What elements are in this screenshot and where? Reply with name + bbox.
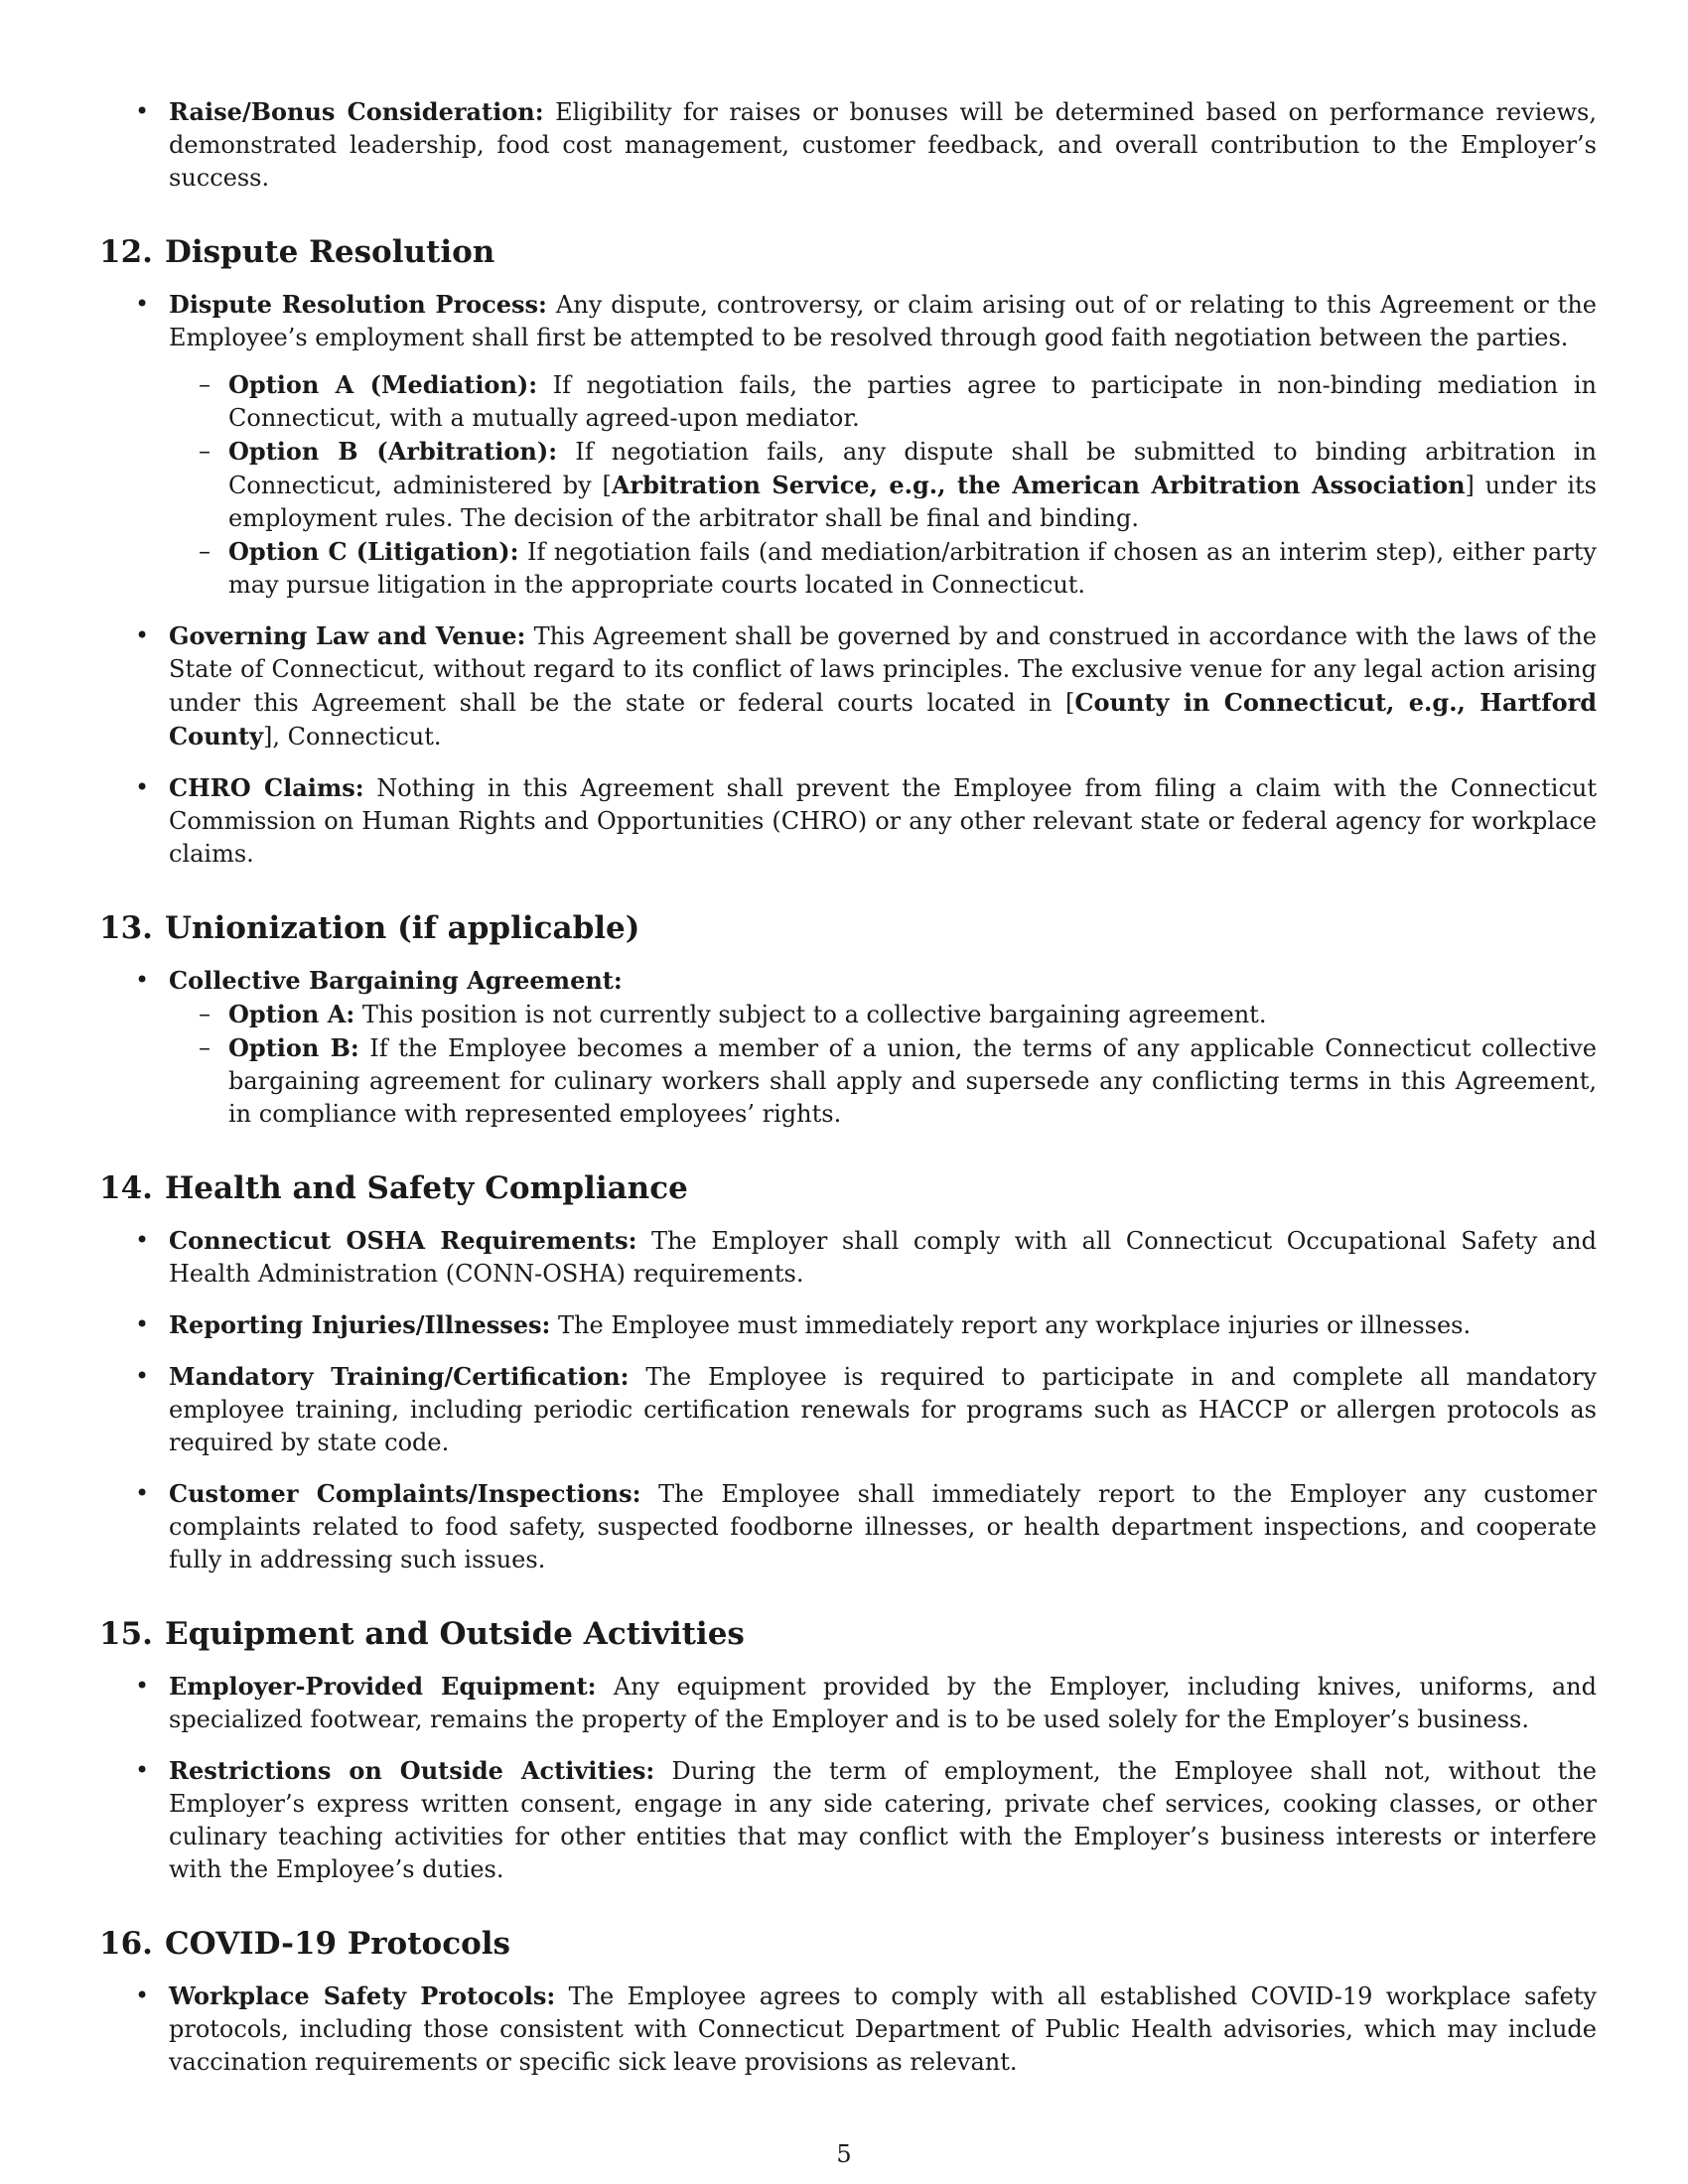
section-number: 15. (99, 1616, 153, 1652)
item-text: Any equipment provided by the Employer, including knives, uniforms, and specialized footwear, remains the property of the Employer and is to be used solely for the Employer’s business. (169, 1673, 1597, 1733)
item-label: Restrictions on Outside Activities: (169, 1756, 655, 1785)
bullet-list (99, 95, 1597, 195)
option-placeholder: Arbitration Service, e.g., the American Arbitration Association (611, 471, 1466, 499)
item-label: Governing Law and Venue: (169, 621, 526, 650)
list-item-osha (99, 1224, 1597, 1291)
list-item-safety-protocols (99, 1979, 1597, 2079)
option-item-a (169, 368, 1597, 435)
section-15 (99, 1614, 1597, 1886)
section-number: 12. (99, 234, 153, 270)
option-label: Option C (Litigation): (228, 537, 519, 566)
section-title: Equipment and Outside Activities (164, 1616, 745, 1652)
option-list (169, 998, 1597, 1131)
section-13 (99, 908, 1597, 1131)
option-text-tail: ] under its employment rules. The decision of the arbitrator shall be final and binding. (228, 472, 1597, 532)
page-number: 5 (836, 2140, 852, 2168)
item-label: Customer Complaints/Inspections: (169, 1479, 641, 1508)
bullet-list (99, 1670, 1597, 1886)
section-heading (99, 232, 1597, 272)
section-number: 16. (99, 1926, 153, 1962)
item-text-tail: ], Connecticut. (263, 723, 442, 751)
section-heading (99, 1924, 1597, 1964)
section-12 (99, 232, 1597, 871)
item-text: The Employee agrees to comply with all established COVID-19 workplace safety protocols, including those consistent with Connecticut Department of Public Health advisories, which may include vaccination requirements or specific sick leave provisions as relevant. (169, 1982, 1597, 2076)
item-text: Any dispute, controversy, or claim arising out of or relating to this Agreement or the Employee’s employment shall first be attempted to be resolved through good faith negotiation between the parties. (169, 291, 1597, 351)
item-text: Nothing in this Agreement shall prevent the Employee from filing a claim with the Connecticut Commission on Human Rights and Opportunities (CHRO) or any other relevant state or federal agency for workplace claims. (169, 774, 1597, 868)
section-title: Unionization (if applicable) (164, 910, 640, 946)
section-number: 14. (99, 1170, 153, 1206)
option-item-b (169, 1031, 1597, 1131)
section-heading (99, 1614, 1597, 1654)
item-text: The Employee shall immediately report to the Employer any customer complaints related to food safety, suspected foodborne illnesses, or health department inspections, and cooperate fully in addressing such issues. (169, 1480, 1597, 1573)
section-title: COVID-19 Protocols (164, 1926, 510, 1962)
section-heading (99, 1168, 1597, 1208)
list-item-raise-bonus (99, 95, 1597, 195)
option-label: Option A (Mediation): (228, 370, 538, 399)
option-label: Option A: (228, 1000, 355, 1028)
section-11-continued (99, 95, 1597, 195)
item-label: Mandatory Training/Certification: (169, 1362, 630, 1391)
item-text: The Employee must immediately report any workplace injuries or illnesses. (558, 1311, 1472, 1339)
item-label: Reporting Injuries/Illnesses: (169, 1310, 551, 1339)
item-label: Employer-Provided Equipment: (169, 1672, 597, 1701)
list-item-cba (99, 964, 1597, 1131)
option-list (169, 368, 1597, 602)
list-item-chro (99, 771, 1597, 871)
item-text: This Agreement shall be governed by and construed in accordance with the laws of the State of Connecticut, without regard to its conflict of laws principles. The exclusive venue for any legal action arising under this Agreement shall be the state or federal courts located in [ (169, 622, 1598, 717)
option-text: If the Employee becomes a member of a union, the terms of any applicable Connecticut collective bargaining agreement for culinary workers shall apply and supersede any conflicting terms in this Agreement, in compliance with represented employees’ rights. (228, 1034, 1597, 1128)
option-text: If negotiation fails (and mediation/arbitration if chosen as an interim step), either party may pursue litigation in the appropriate courts located in Connecticut. (228, 538, 1597, 599)
option-text: If negotiation fails, any dispute shall be submitted to binding arbitration in Connecticut, administered by [ (228, 438, 1597, 499)
item-label: Dispute Resolution Process: (169, 290, 547, 319)
section-title: Health and Safety Compliance (164, 1170, 688, 1206)
section-heading (99, 908, 1597, 948)
list-item-complaints (99, 1477, 1597, 1576)
item-placeholder: County in Connecticut, e.g., Hartford County (169, 688, 1597, 751)
item-text: The Employer shall comply with all Connecticut Occupational Safety and Health Administration (CONN-OSHA) requirements. (169, 1227, 1597, 1288)
bullet-list (99, 1979, 1597, 2079)
bullet-list (99, 288, 1597, 871)
section-title: Dispute Resolution (164, 234, 495, 270)
list-item-governing-law (99, 619, 1597, 753)
option-item-c (169, 535, 1597, 602)
section-14 (99, 1168, 1597, 1576)
bullet-list (99, 1224, 1597, 1576)
list-item-outside-activities (99, 1754, 1597, 1886)
list-item-reporting (99, 1308, 1597, 1342)
item-label: Collective Bargaining Agreement: (169, 966, 623, 995)
option-item-b (169, 435, 1597, 535)
option-label: Option B (Arbitration): (228, 437, 558, 466)
list-item-training (99, 1360, 1597, 1459)
bullet-list (99, 964, 1597, 1131)
item-text: During the term of employment, the Employee shall not, without the Employer’s express written consent, engage in any side catering, private chef services, cooking classes, or other culinary teaching activities for other entities that may conflict with the Employer’s business interests or interfere with the Employee’s duties. (169, 1757, 1597, 1883)
item-label: Workplace Safety Protocols: (169, 1981, 556, 2010)
document-page (99, 95, 1597, 2116)
option-text: This position is not currently subject to a collective bargaining agreement. (361, 1001, 1267, 1028)
option-item-a (169, 998, 1597, 1031)
item-text: Eligibility for raises or bonuses will be determined based on performance reviews, demonstrated leadership, food cost management, customer feedback, and overall contribution to the Employer’s success. (169, 98, 1597, 192)
list-item-equipment (99, 1670, 1597, 1736)
option-label: Option B: (228, 1033, 359, 1062)
section-16 (99, 1924, 1597, 2079)
section-number: 13. (99, 910, 153, 946)
list-item-dispute-process (99, 288, 1597, 602)
item-label: Raise/Bonus Consideration: (169, 97, 544, 126)
item-text: The Employee is required to participate in and complete all mandatory employee training, including periodic certification renewals for programs such as HACCP or allergen protocols as required by state code. (169, 1363, 1597, 1456)
option-text: If negotiation fails, the parties agree to participate in non-binding mediation in Connecticut, with a mutually agreed-upon mediator. (228, 371, 1597, 432)
item-label: Connecticut OSHA Requirements: (169, 1226, 637, 1255)
item-label: CHRO Claims: (169, 773, 364, 802)
